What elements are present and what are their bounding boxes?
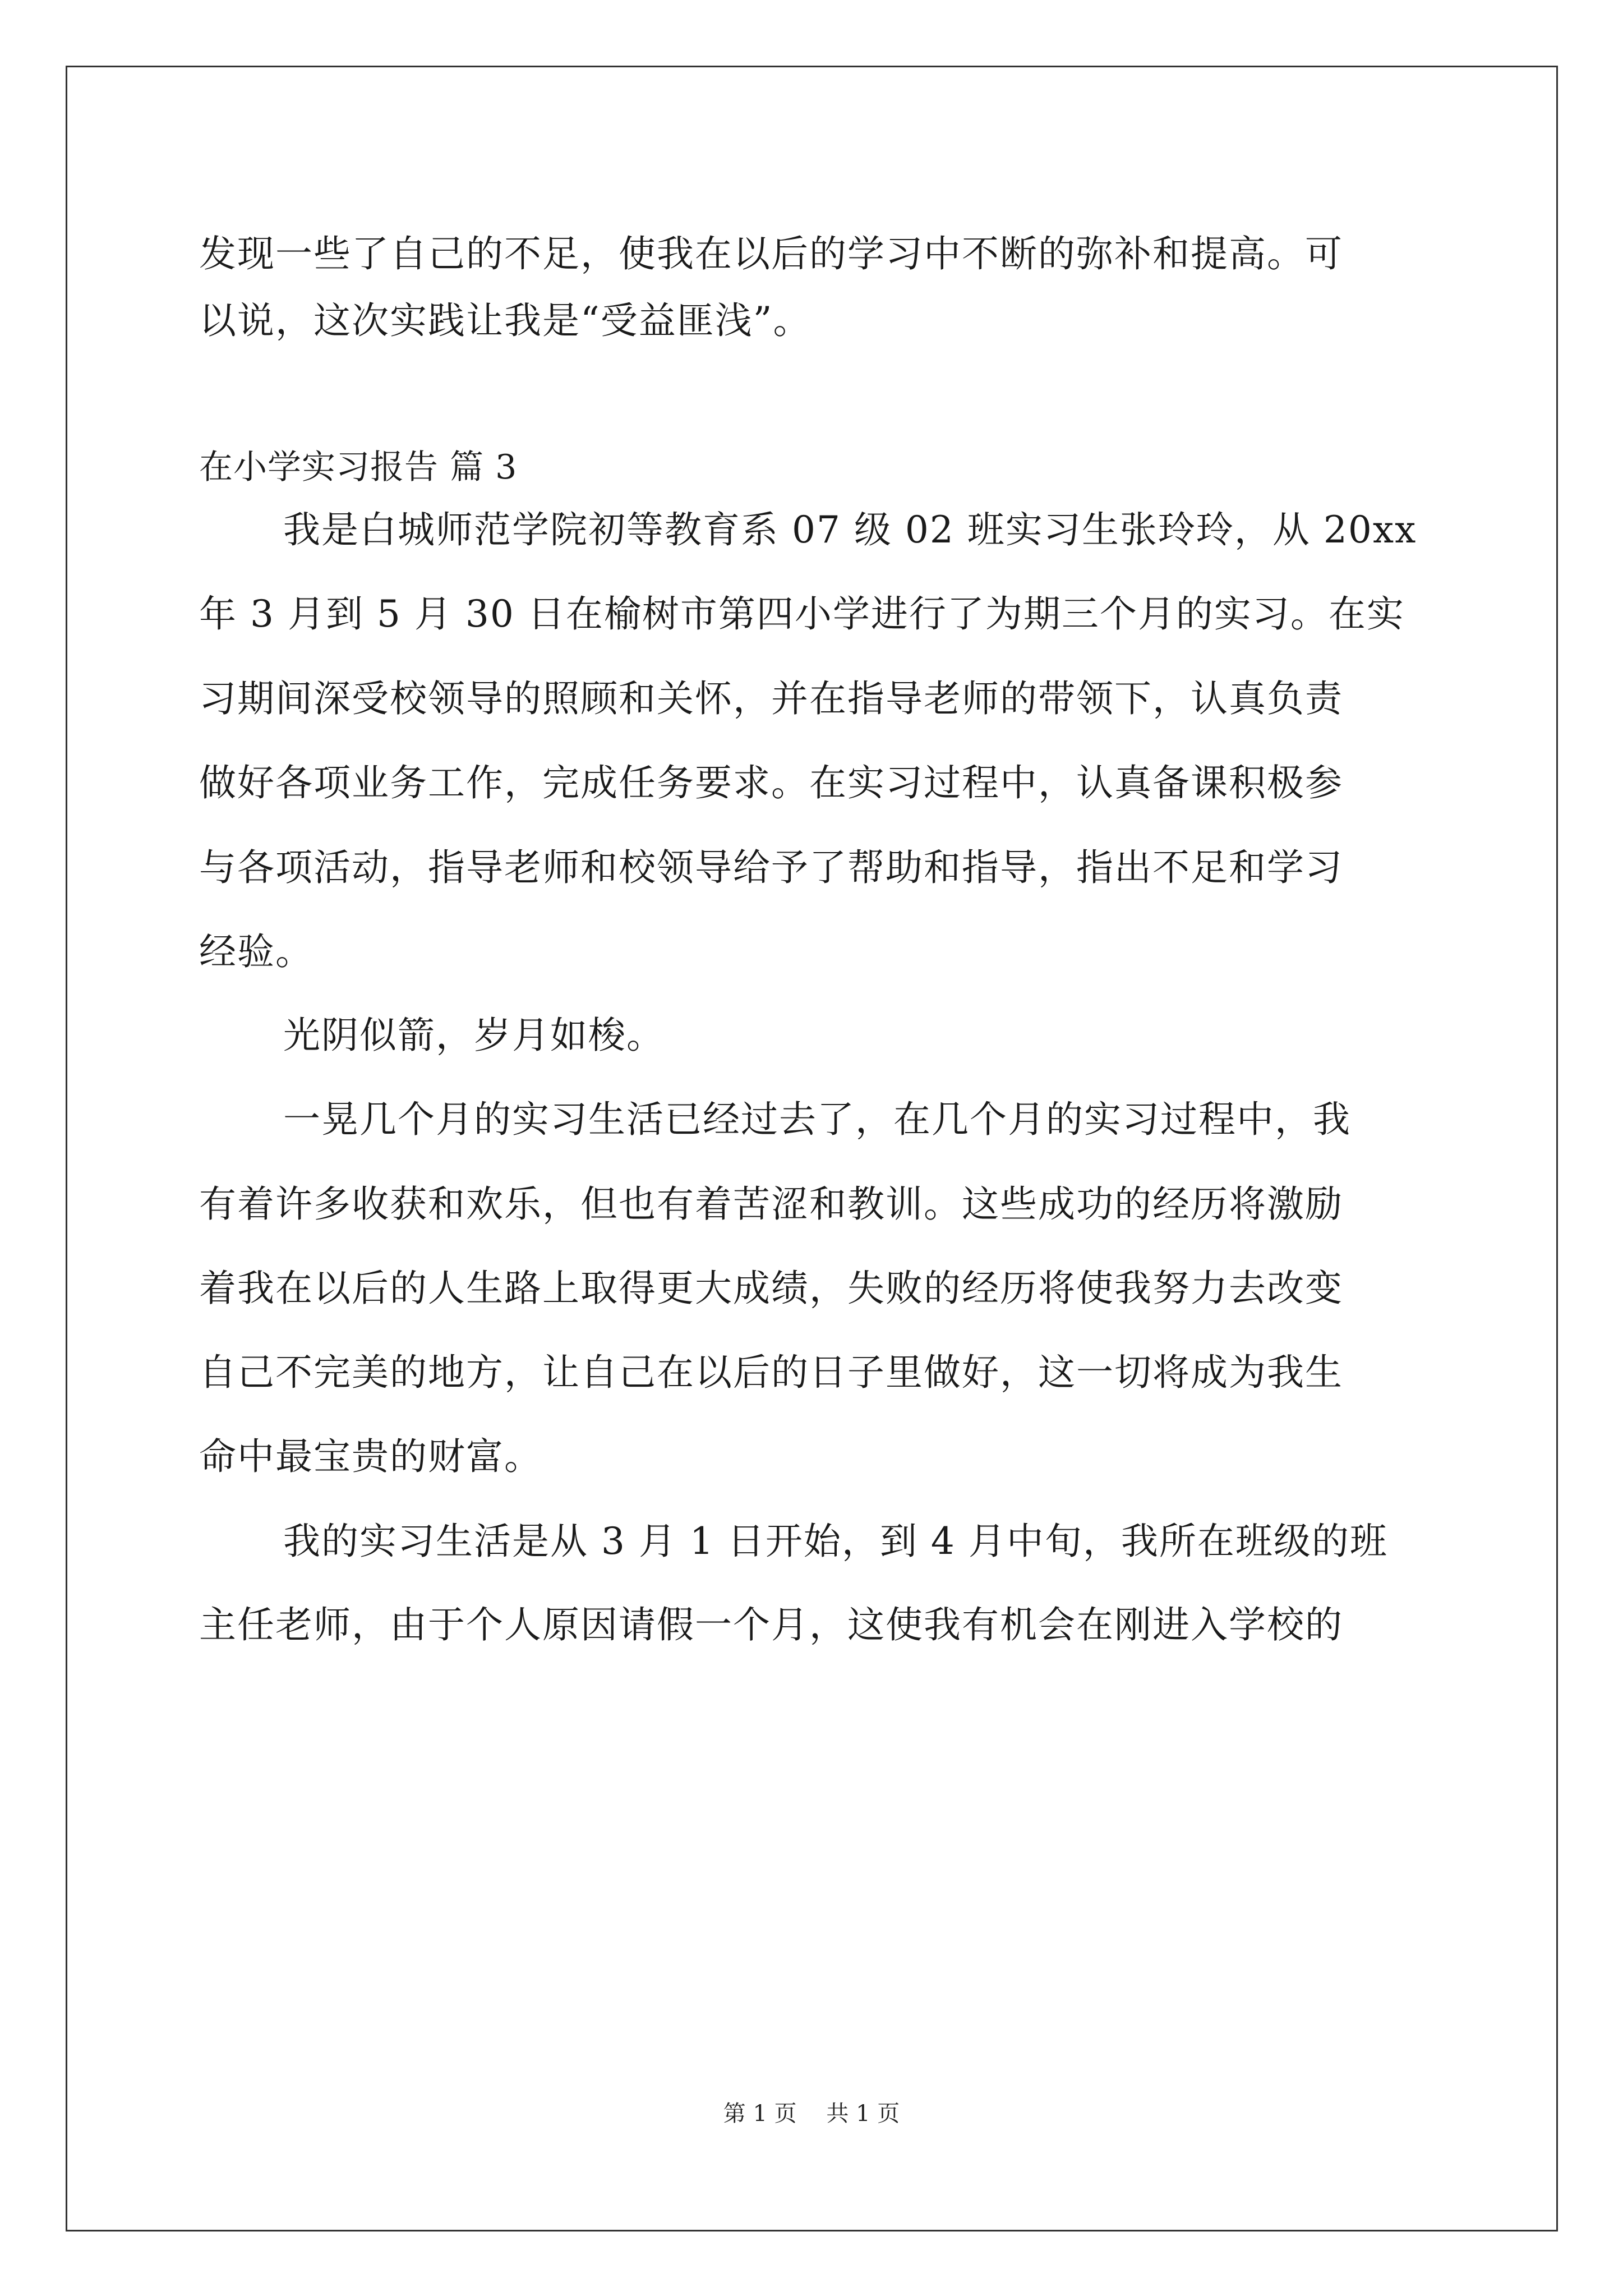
- paragraph-line: 做好各项业务工作，完成任务要求。在实习过程中，认真备课积极参: [199, 761, 1343, 804]
- page-number: 第 1 页: [723, 2101, 797, 2127]
- paragraph-line: 与各项活动，指导老师和校领导给予了帮助和指导，指出不足和学习: [199, 846, 1343, 889]
- paragraph-line: 主任老师，由于个人原因请假一个月，这使我有机会在刚进入学校的: [199, 1603, 1343, 1646]
- paragraph-line: 有着许多收获和欢乐，但也有着苦涩和教训。这些成功的经历将激励: [199, 1182, 1343, 1226]
- paragraph-line: 经验。: [199, 930, 313, 973]
- page-total: 共 1 页: [826, 2101, 900, 2127]
- paragraph-line: 一晃几个月的实习生活已经过去了，在几个月的实习过程中，我: [283, 1098, 1351, 1141]
- paragraph-line: 命中最宝贵的财富。: [199, 1435, 542, 1478]
- paragraph-line: 光阴似箭，岁月如梭。: [283, 1014, 665, 1057]
- paragraph-line: 年 3 月到 5 月 30 日在榆树市第四小学进行了为期三个月的实习。在实: [199, 592, 1405, 636]
- paragraph-line: 习期间深受校领导的照顾和关怀，并在指导老师的带领下，认真负责: [199, 677, 1343, 720]
- paragraph-line: 着我在以后的人生路上取得更大成绩，失败的经历将使我努力去改变: [199, 1267, 1343, 1310]
- section-heading: 在小学实习报告 篇 3: [199, 448, 518, 487]
- paragraph-line: 发现一些了自己的不足，使我在以后的学习中不断的弥补和提高。可: [199, 232, 1343, 275]
- page-footer: [0, 2098, 1623, 2129]
- paragraph-line: 以说，这次实践让我是“受益匪浅”。: [199, 299, 811, 342]
- paragraph-line: 我是白城师范学院初等教育系 07 级 02 班实习生张玲玲，从 20xx: [283, 508, 1417, 551]
- paragraph-line: 我的实习生活是从 3 月 1 日开始，到 4 月中旬，我所在班级的班: [283, 1520, 1388, 1563]
- paragraph-line: 自己不完美的地方，让自己在以后的日子里做好，这一切将成为我生: [199, 1351, 1343, 1394]
- page-border: [66, 66, 1558, 2231]
